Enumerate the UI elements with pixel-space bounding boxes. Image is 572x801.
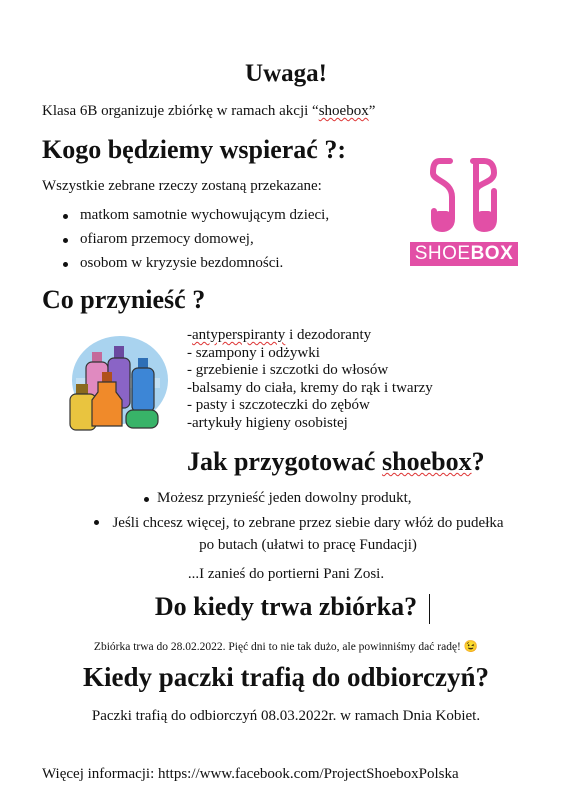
how-heading-text: Jak przygotować shoebox? xyxy=(187,447,485,476)
how-item xyxy=(157,490,412,507)
what-item: -antyperspiranty i dezodoranty xyxy=(187,327,372,343)
intro-text xyxy=(42,103,375,120)
how-heading xyxy=(187,447,485,477)
who-lead: Wszystkie zebrane rzeczy zostaną przekazane: xyxy=(42,178,322,194)
how-item-text: Możesz przynieść jeden dowolny produkt, xyxy=(157,490,412,506)
list-item-text: osobom w kryzysie bezdomności. xyxy=(80,255,284,271)
until-text: Zbiórka trwa do 28.02.2022. Pięć dni to nie tak dużo, ale powinniśmy dać radę! 😉 xyxy=(93,641,479,653)
how-item-text: Jeśli chcesz więcej, to zebrane przez siebie dary włóż do pudełka po butach (ułatwi to pracę Fundacji) xyxy=(112,515,504,553)
shoebox-logo xyxy=(410,155,518,267)
logo-text-shoe: SHOE xyxy=(414,243,471,264)
what-item: -artykuły higieny osobistej xyxy=(187,414,348,431)
when-text: Paczki trafią do odbiorczyń 08.03.2022r. w ramach Dnia Kobiet. xyxy=(91,708,481,724)
what-heading: Co przynieść ? xyxy=(42,285,206,314)
shoebox-logo-banner xyxy=(410,242,518,266)
when-heading: Kiedy paczki trafią do odbiorczyń? xyxy=(82,662,489,692)
more-info: Więcej informacji: https://www.facebook.com/ProjectShoeboxPolska xyxy=(42,766,459,782)
what-item: - grzebienie i szczotki do włosów xyxy=(187,362,389,378)
what-item: - pasty i szczoteczki do zębów xyxy=(187,397,370,413)
what-item: -balsamy do ciała, kremy do rąk i twarzy xyxy=(187,379,433,396)
until-heading: Do kiedy trwa zbiórka? xyxy=(154,592,418,621)
portier-text: ...I zanieś do portierni Pani Zosi. xyxy=(187,566,385,582)
shoebox-logo-mark xyxy=(410,155,518,235)
list-item-text: ofiarom przemocy domowej, xyxy=(80,231,254,247)
page-title: Uwaga! xyxy=(245,60,327,87)
bottles-image xyxy=(64,322,172,434)
list-item-text: matkom samotnie wychowującym dzieci, xyxy=(80,207,330,223)
intro-text-content: Klasa 6B organizuje zbiórkę w ramach akcji “shoebox” xyxy=(42,103,376,119)
what-item-text: antyperspiranty xyxy=(192,327,286,343)
how-item xyxy=(108,512,508,556)
text-cursor xyxy=(429,594,430,624)
what-item: - szampony i odżywki xyxy=(187,344,320,361)
who-heading: Kogo będziemy wspierać ?: xyxy=(42,135,347,164)
logo-text-box: BOX xyxy=(470,243,514,264)
what-list xyxy=(187,327,433,432)
bottles-clipart xyxy=(64,322,172,434)
